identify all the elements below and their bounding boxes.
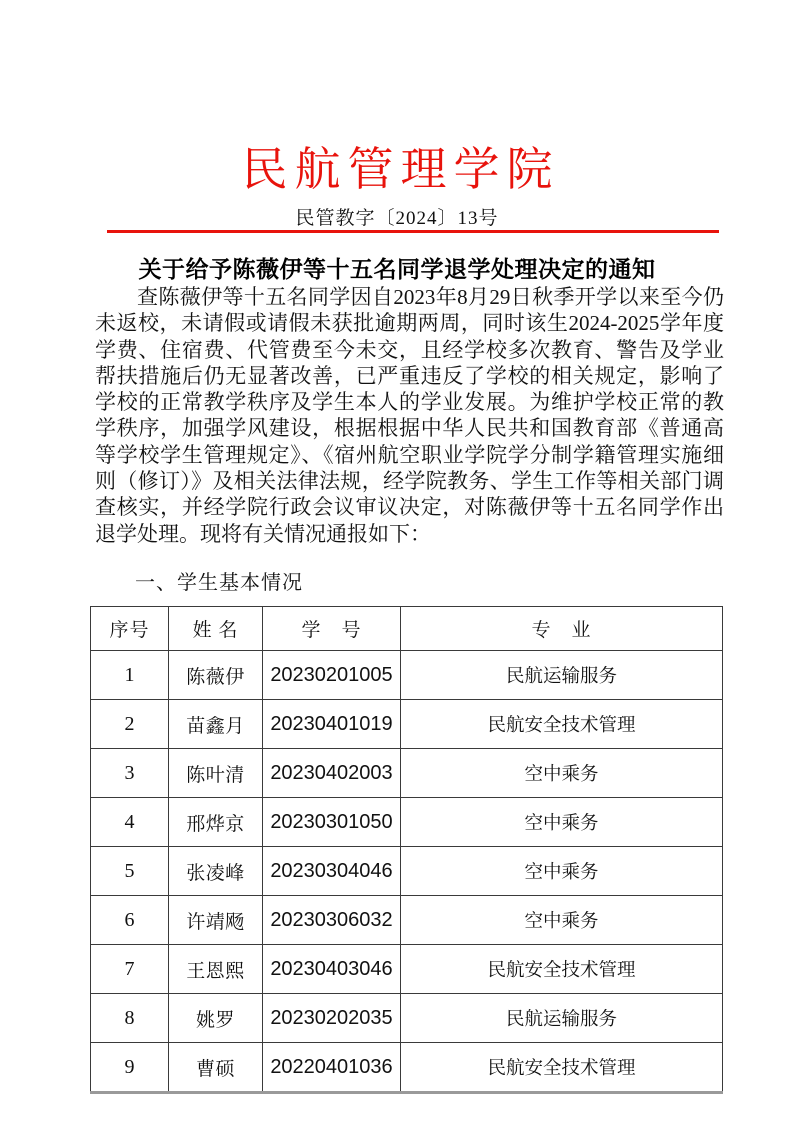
section-heading: 一、学生基本情况 [135,572,303,594]
student-major: 民航安全技术管理 [401,700,723,749]
table-header-row [91,607,723,651]
table-row [91,896,723,945]
student-name: 陈薇伊 [169,651,263,700]
row-index: 4 [91,798,169,847]
student-id: 20230202035 [263,994,401,1043]
table-row [91,798,723,847]
student-major: 空中乘务 [401,896,723,945]
student-name: 张凌峰 [169,847,263,896]
student-name: 许靖飏 [169,896,263,945]
student-id: 20230301050 [263,798,401,847]
student-name: 曹硕 [169,1043,263,1093]
student-name: 陈叶清 [169,749,263,798]
table-row [91,700,723,749]
students-table-header [91,607,723,651]
student-major: 空中乘务 [401,847,723,896]
row-index: 3 [91,749,169,798]
document-org-name: 民航管理学院 [241,144,560,195]
row-index: 5 [91,847,169,896]
header-divider-line [107,230,719,233]
table-row [91,994,723,1043]
student-name: 苗鑫月 [169,700,263,749]
table-row [91,847,723,896]
student-id: 20230403046 [263,945,401,994]
student-id: 20220401036 [263,1043,401,1093]
column-header-student_id: 学 号 [263,607,401,651]
body-paragraph: 查陈薇伊等十五名同学因自2023年8月29日秋季开学以来至今仍未返校，未请假或请假未获批逾期两周，同时该生2024-2025学年度学费、住宿费、代管费至今未交，且经学校多次教育、警告及学业帮扶措施后仍无显著改善，已严重违反了学校的相关规定，影响了学校的正常教学秩序及学生本人的学业发展。为维护学校正常的教学秩序，加强学风建设，根据根据中华人民共和国教育部《普通高等学校学生管理规定》、《宿州航空职业学院学分制学籍管理实施细则（修订）》及相关法律法规，经学院教务、学生工作等相关部门调查核实，并经学院行政会议审议决定，对陈薇伊等十五名同学作出退学处理。现将有关情况通报如下： [95,285,724,546]
student-name: 邢烨京 [169,798,263,847]
student-major: 空中乘务 [401,798,723,847]
column-header-index: 序号 [91,607,169,651]
row-index: 7 [91,945,169,994]
student-name: 王恩熙 [169,945,263,994]
column-header-major: 专 业 [401,607,723,651]
students-table [90,606,723,1094]
student-id: 20230402003 [263,749,401,798]
student-id: 20230201005 [263,651,401,700]
student-id: 20230306032 [263,896,401,945]
student-major: 民航运输服务 [401,994,723,1043]
row-index: 2 [91,700,169,749]
document-number: 民管教字〔2024〕13号 [295,208,499,229]
row-index: 9 [91,1043,169,1093]
student-major: 空中乘务 [401,749,723,798]
student-major: 民航运输服务 [401,651,723,700]
row-index: 6 [91,896,169,945]
document-title: 关于给予陈薇伊等十五名同学退学处理决定的通知 [138,257,656,282]
student-major: 民航安全技术管理 [401,945,723,994]
students-table-body [91,651,723,1093]
row-index: 8 [91,994,169,1043]
table-row [91,945,723,994]
column-header-name: 姓 名 [169,607,263,651]
student-name: 姚罗 [169,994,263,1043]
student-id: 20230304046 [263,847,401,896]
table-row [91,749,723,798]
table-row [91,1043,723,1093]
table-row [91,651,723,700]
row-index: 1 [91,651,169,700]
student-major: 民航安全技术管理 [401,1043,723,1093]
student-id: 20230401019 [263,700,401,749]
